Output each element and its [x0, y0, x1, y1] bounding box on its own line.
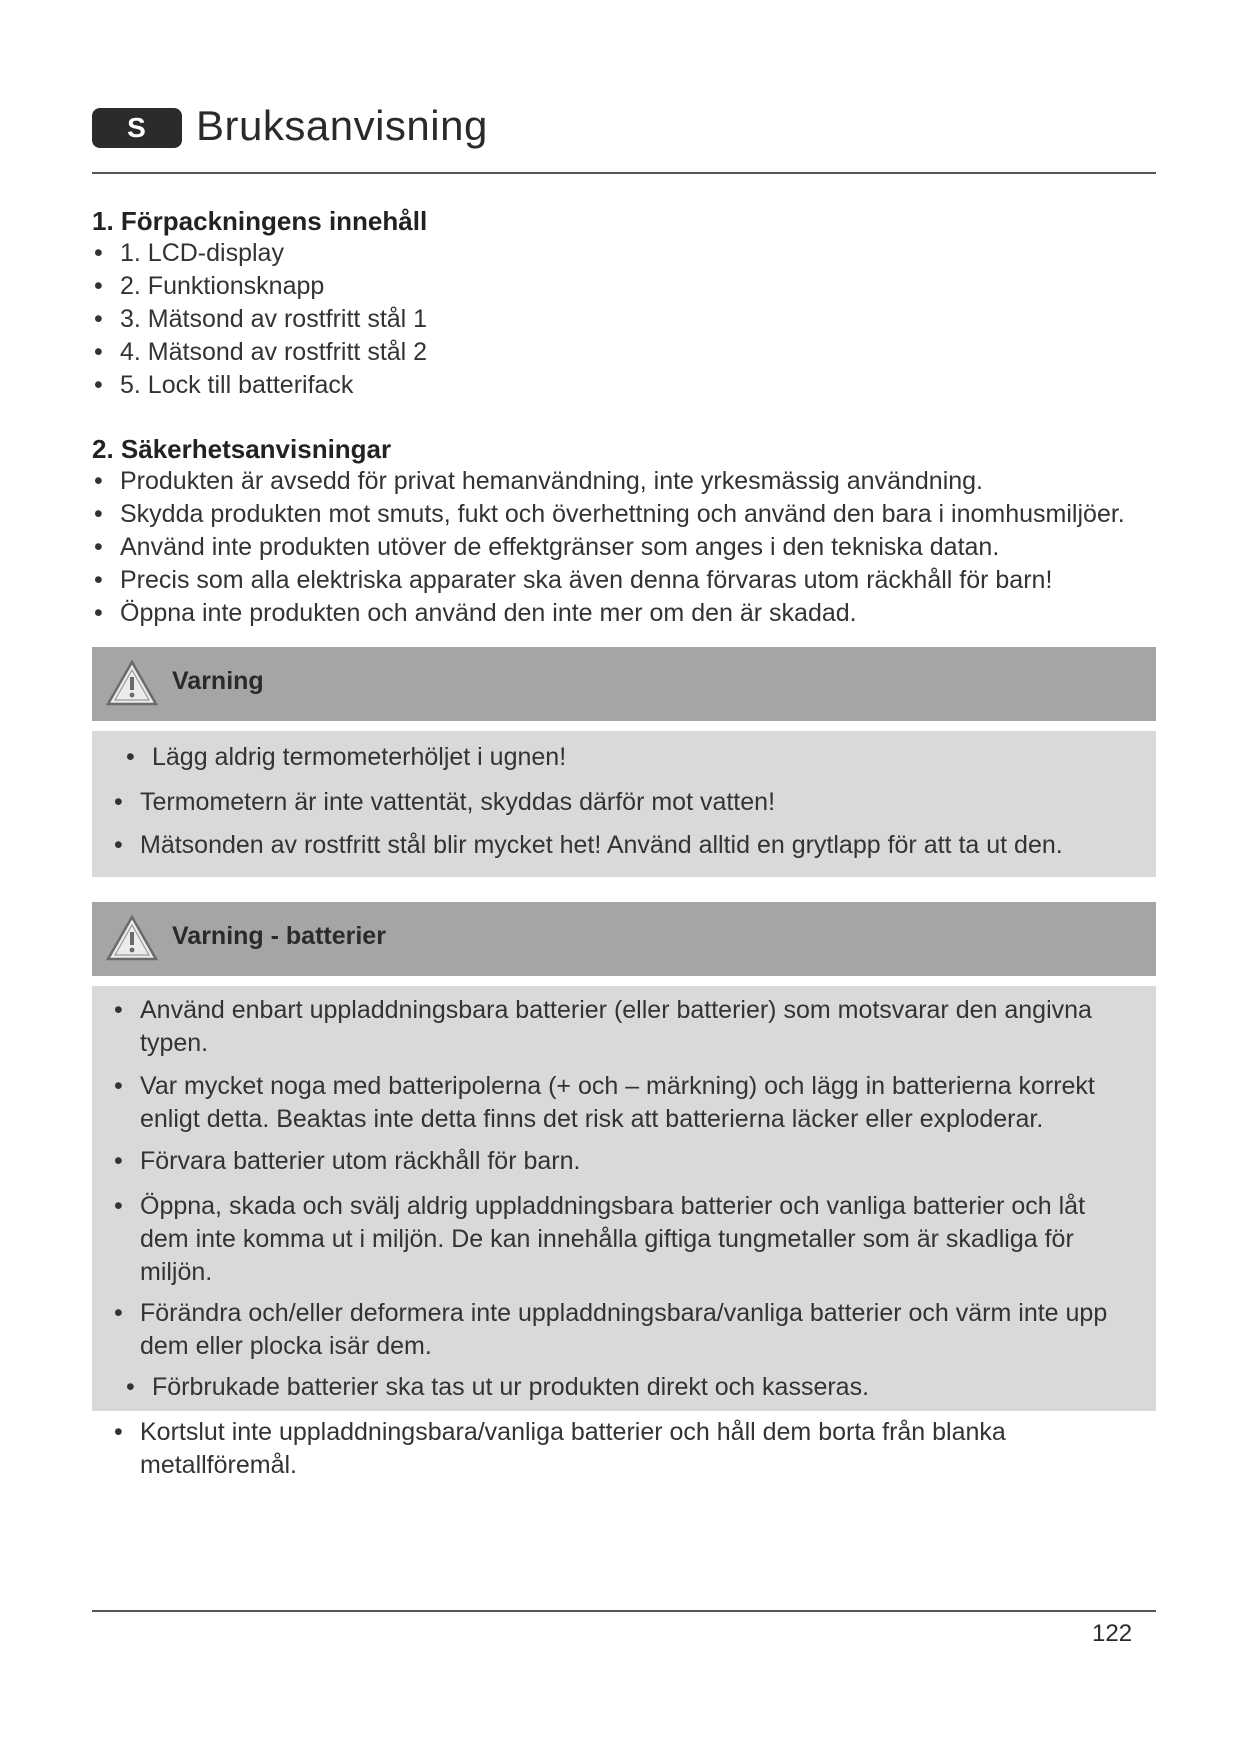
list-item: • Öppna, skada och svälj aldrig uppladdningsbara batterier och vanliga batterier och låt dem inte komma ut i miljön. De kan innehålla giftiga tungmetaller som är skadliga för miljön. [114, 1192, 1086, 1286]
list-item: • Öppna inte produkten och använd den inte mer om den är skadad. [94, 599, 857, 627]
warning-title: Varning - batterier [172, 922, 386, 950]
list-item: • Var mycket noga med batteripolerna (+ och – märkning) och lägg in batterierna korrekt enligt detta. Beaktas inte detta finns det risk att batterierna läcker eller exploderar. [114, 1072, 1095, 1133]
list-item: • Mätsonden av rostfritt stål blir mycket het! Använd alltid en grytlapp för att ta ut den. [114, 831, 1063, 859]
list-item: • Termometern är inte vattentät, skyddas därför mot vatten! [114, 788, 776, 816]
list-item: • Förvara batterier utom räckhåll för barn. [114, 1147, 581, 1175]
page-header [92, 102, 1156, 174]
warning-triangle-icon [106, 914, 158, 962]
list-item: • 4. Mätsond av rostfritt stål 2 [94, 338, 428, 366]
list-item: • Precis som alla elektriska apparater ska även denna förvaras utom räckhåll för barn! [94, 566, 1053, 594]
list-item: • Förbrukade batterier ska tas ut ur produkten direkt och kasseras. [126, 1373, 870, 1401]
list-item: • Kortslut inte uppladdningsbara/vanliga batterier och håll dem borta från blanka metallföremål. [114, 1418, 1006, 1479]
safety-list [92, 465, 1156, 630]
warning-list [112, 731, 1132, 862]
warning-header [92, 647, 1156, 721]
page-number: 122 [1092, 1620, 1133, 1647]
list-item: • Produkten är avsedd för privat hemanvändning, inte yrkesmässig användning. [94, 467, 984, 495]
list-item: • Förändra och/eller deformera inte uppladdningsbara/vanliga batterier och värm inte upp dem eller plocka isär dem. [114, 1299, 1108, 1360]
section-heading: 1. Förpackningens innehåll [92, 206, 428, 236]
warning-title: Varning [172, 667, 264, 695]
warning-triangle-icon [106, 659, 158, 707]
warning-body [92, 986, 1156, 1479]
list-item: • Använd enbart uppladdningsbara batterier (eller batterier) som motsvarar den angivna typen. [114, 996, 1092, 1057]
header-divider [92, 172, 1156, 174]
footer-divider [92, 1610, 1156, 1612]
list-item: • 3. Mätsond av rostfritt stål 1 [94, 305, 428, 333]
list-item: • 2. Funktionsknapp [94, 272, 325, 300]
battery-warning-list [112, 986, 1132, 1482]
list-item: • 5. Lock till batterifack [94, 371, 354, 399]
list-item: • Lägg aldrig termometerhöljet i ugnen! [126, 743, 567, 771]
language-badge: S [92, 108, 182, 148]
list-item: • 1. LCD-display [94, 239, 284, 267]
section-package-contents [92, 205, 1156, 402]
package-contents-list [92, 237, 1156, 402]
warning-header [92, 902, 1156, 976]
section-safety-instructions [92, 433, 1156, 630]
list-item: • Skydda produkten mot smuts, fukt och överhettning och använd den bara i inomhusmiljöer. [94, 500, 1125, 528]
list-item: • Använd inte produkten utöver de effektgränser som anges i den tekniska datan. [94, 533, 1000, 561]
document-title: Bruksanvisning [196, 102, 488, 149]
section-heading: 2. Säkerhetsanvisningar [92, 434, 392, 464]
warning-body [92, 731, 1156, 877]
